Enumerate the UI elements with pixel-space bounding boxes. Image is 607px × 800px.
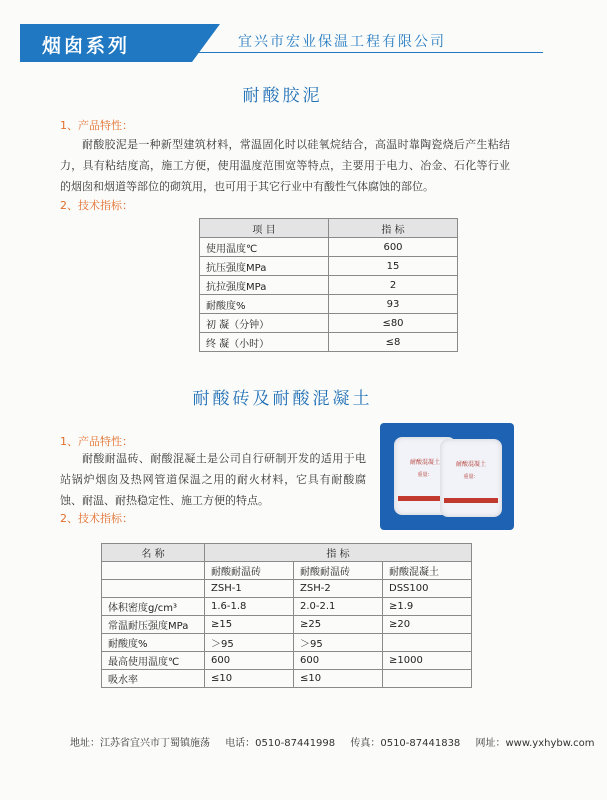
table-cell: ≥20 (383, 616, 472, 634)
page-footer (70, 734, 607, 749)
table-cell: 耐酸度% (200, 295, 329, 314)
section2-title: 耐酸砖及耐酸混凝土 (192, 389, 373, 409)
table-cell: 体积密度g/cm³ (102, 598, 205, 616)
footer-address: 地址：江苏省宜兴市丁蜀镇施荡 (70, 738, 210, 749)
table-cell: 1.6-1.8 (205, 598, 294, 616)
table-cell: 初 凝（分钟） (200, 314, 329, 333)
table-header-row (200, 219, 458, 238)
table-cell: ≤80 (329, 314, 458, 333)
table-cell: 600 (294, 652, 383, 670)
table-cell: ≥1000 (383, 652, 472, 670)
product-photo (380, 423, 514, 530)
table-row (102, 670, 472, 688)
table-cell: ≤10 (205, 670, 294, 688)
table-cell (102, 562, 205, 580)
table-cell: 终 凝（小时） (200, 333, 329, 352)
header-divider (193, 52, 543, 53)
table-header: 项 目 (200, 219, 329, 238)
table-cell (383, 634, 472, 652)
section2-features-heading: 1、产品特性： (60, 435, 133, 448)
table-header: 指 标 (205, 544, 472, 562)
table-cell: ≤10 (294, 670, 383, 688)
table-cell: ZSH-1 (205, 580, 294, 598)
footer-website: 网址：www.yxhybw.com (475, 738, 595, 749)
table-cell: 2.0-2.1 (294, 598, 383, 616)
table-cell: ≤8 (329, 333, 458, 352)
table-cell: 600 (329, 238, 458, 257)
table-row (102, 652, 472, 670)
table-row (102, 562, 472, 580)
table-row (200, 314, 458, 333)
footer-phone: 电话：0510-87441998 (225, 738, 336, 749)
section2-spec-heading: 2、技术指标： (60, 512, 133, 525)
footer-fax: 传真：0510-87441838 (350, 738, 461, 749)
bag-sub-label: 重量： (417, 472, 433, 478)
table-row (200, 295, 458, 314)
table-cell: ≥15 (205, 616, 294, 634)
company-name: 宜兴市宏业保温工程有限公司 (238, 34, 446, 50)
table-cell: DSS100 (383, 580, 472, 598)
bag-strip (444, 498, 498, 503)
table-cell: 抗拉强度MPa (200, 276, 329, 295)
table-row (102, 598, 472, 616)
bag-label: 耐酸混凝土 (455, 461, 486, 468)
bag-label: 耐酸混凝土 (409, 459, 440, 466)
table-row (102, 616, 472, 634)
table-row (102, 634, 472, 652)
table-row (200, 276, 458, 295)
series-title: 烟囱系列 (42, 35, 131, 57)
table-cell: ＞95 (205, 634, 294, 652)
table-cell: ＞95 (294, 634, 383, 652)
table-row (200, 238, 458, 257)
section1-spec-heading: 2、技术指标： (60, 199, 133, 212)
table-header: 名 称 (102, 544, 205, 562)
acid-brick-spec-table (101, 543, 472, 688)
acid-mortar-spec-table (199, 218, 458, 352)
table-cell (102, 580, 205, 598)
bag-sub-label: 重量： (463, 474, 479, 480)
table-cell: 600 (205, 652, 294, 670)
table-cell: 2 (329, 276, 458, 295)
table-cell (383, 670, 472, 688)
table-cell: 93 (329, 295, 458, 314)
table-cell: 15 (329, 257, 458, 276)
table-cell: 耐酸耐温砖 (205, 562, 294, 580)
table-row (200, 333, 458, 352)
product-bag (440, 439, 502, 517)
table-cell: 耐酸混凝土 (383, 562, 472, 580)
table-cell: 常温耐压强度MPa (102, 616, 205, 634)
table-cell: ≥25 (294, 616, 383, 634)
table-cell: 耐酸度% (102, 634, 205, 652)
page-header (0, 24, 565, 62)
table-cell: ZSH-2 (294, 580, 383, 598)
section1-features-text: 耐酸胶泥是一种新型建筑材料，常温固化时以硅氧烷结合，高温时靠陶瓷烧后产生粘结力，具有粘结度高，施工方便，使用温度范围宽等特点，主要用于电力、冶金、石化等行业的烟囱和烟道等部位的砌筑用，也可用于其它行业中有酸性气体腐蚀的部位。 (60, 138, 510, 193)
section1-features-heading: 1、产品特性： (60, 119, 133, 132)
section2-features-text: 耐酸耐温砖、耐酸混凝土是公司自行研制开发的适用于电站锅炉烟囱及热网管道保温之用的耐火材料，它具有耐酸腐蚀、耐温、耐热稳定性、施工方便的特点。 (60, 452, 366, 507)
table-cell: 抗压强度MPa (200, 257, 329, 276)
table-row (200, 257, 458, 276)
table-header-row (102, 544, 472, 562)
table-cell: 耐酸耐温砖 (294, 562, 383, 580)
table-cell: 吸水率 (102, 670, 205, 688)
table-row (102, 580, 472, 598)
section1-title: 耐酸胶泥 (242, 86, 323, 106)
table-cell: 使用温度℃ (200, 238, 329, 257)
table-header: 指 标 (329, 219, 458, 238)
table-cell: 最高使用温度℃ (102, 652, 205, 670)
table-cell: ≥1.9 (383, 598, 472, 616)
